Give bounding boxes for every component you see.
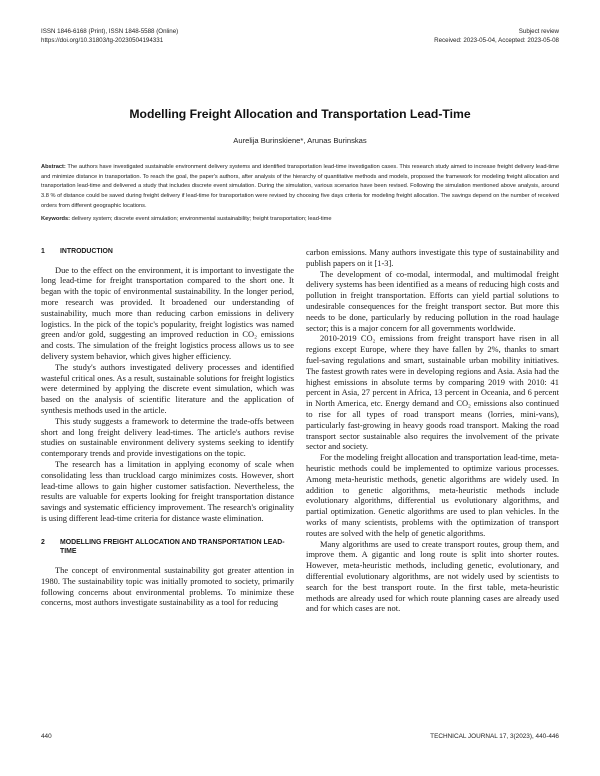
section-heading-introduction — [41, 247, 294, 257]
section-title: INTRODUCTION — [60, 248, 113, 255]
page-number: 440 — [41, 733, 52, 740]
section-heading-modelling — [41, 538, 294, 557]
section-number: 2 — [41, 538, 45, 546]
abstract-label: Abstract: — [41, 164, 66, 170]
journal-citation: TECHNICAL JOURNAL 17, 3(2023), 440-446 — [430, 733, 559, 740]
paragraph: Due to the effect on the environment, it is important to investigate the long lead-time for freight transportation compared to the short one. It began with the topic of environmental sustainability. In the longer period, more research was provided. It broadened our understanding of sustainability, much more than reducing carbon emissions in delivery logistics. In the pick of the topic's popularity, freight logistics was named green and/or gold, suggesting an improved reduction in CO₂ emissions and costs. The simulation of the freight logistics process allows us to see delivery system behavior, which gives higher efficiency. — [41, 264, 294, 361]
paragraph: For the modeling freight allocation and transportation lead-time, meta-heuristic methods could be implemented to optimize various processes. Among meta-heuristic methods, genetic algorithms are widely used. In addition to genetic algorithms, meta-heuristic methods include evolutionary algorithms, differential us evolutionary algorithms, and partial optimization. Genetic algorithms are used to plan vehicles. In the works of many scientists, problems with the optimization of transport routes are solved with the help of genetic algorithms. — [306, 452, 559, 538]
submission-dates: Received: 2023-05-04, Accepted: 2023-05-08 — [434, 36, 559, 44]
doi-link[interactable]: https://doi.org/10.31803/tg-20230504194331 — [41, 36, 164, 44]
keywords-text: delivery system; discrete event simulation; environmental sustainability; freight transportation; lead-time — [70, 216, 332, 222]
paper-authors: Aurelija Burinskiene*, Arunas Burinskas — [233, 136, 367, 145]
paragraph: The development of co-modal, intermodal, and multimodal freight delivery systems has been identified as a means of reducing high costs and pollution in freight transportation. Efforts can yield partial solutions to undesirable consequences for the freight transport sector. But more this needs to be done, particularly by reducing pollution in the road haulage sector; this is a major concern for all governments worldwide. — [306, 268, 559, 333]
section-number: 1 — [41, 248, 45, 255]
header-left — [41, 28, 178, 45]
paragraph: Many algorithms are used to create transport routes, group them, and improve them. A gigantic and long route is split into shorter routes. However, meta-heuristic methods, including genetic, evolutionary, and differential evolutionary algorithms, are not widely used by scientists to search for the best transport route. In the first table, meta-heuristic methods are already used for which route planning cases are already used and for which cases are not. — [306, 538, 559, 614]
section-title: MODELLING FREIGHT ALLOCATION AND TRANSPORTATION LEAD-TIME — [60, 538, 285, 556]
paragraph: carbon emissions. Many authors investigate this type of sustainability and publish papers on it [1-3]. — [306, 247, 559, 268]
right-column — [306, 247, 559, 614]
paragraph: The research has a limitation in applying economy of scale when consolidating less than truckload cargo minimizes costs. However, short lead-time allows to gain higher customer satisfaction. Nevertheless, the results are valuable for experts looking for freight transportation distance savings and systematic efficiency improvement. The research's originality is using different lead-time criteria for distance waste elimination. — [41, 458, 294, 523]
paper-title: Modelling Freight Allocation and Transportation Lead-Time — [129, 107, 471, 121]
issn-line: ISSN 1846-6168 (Print), ISSN 1848-5588 (Online) — [41, 28, 179, 35]
abstract — [41, 163, 559, 212]
paragraph: The concept of environmental sustainability got greater attention in 1980. The sustainability topic was initially promoted to society, primarily following concerns about environmental problems. To minimize these concerns, most authors investigate sustainability as a tool for reducing — [41, 564, 294, 608]
paragraph: 2010-2019 CO₂ emissions from freight transport have risen in all regions except Europe, where they have fallen by 2%, thanks to smart fuel-saving regulations and smart, sustainable urban mobility initiatives. The fastest growth rates were in developing regions and Asia. Asia had the highest emissions in absolute terms by comparing 2019 with 2010: 41 percent in Asia, 27 percent in Africa, 13 percent in Oceania, and 6 percent in North America, etc. Energy demand and CO₂ emissions also continued to rise for all types of road transport means (lorries, mini-vans), particularly fast-growing in heavy goods road transport. Making the road transport sector sustainable also requires the involvement of the private sector and society. — [306, 333, 559, 452]
paragraph: This study suggests a framework to determine the trade-offs between short and long freight delivery lead-times. The article's authors revise studies on sustainable environment delivery systems seeking to identify contemporary trends and provide investigations on the topic. — [41, 415, 294, 459]
abstract-text: The authors have investigated sustainable environment delivery systems and identified transportation lead-time investigation cases. This research study aimed to increase freight delivery lead-time and minimize distance in transportation. To reach the goal, the paper's authors, after analysis of the hierarchy of quantitative methods and models, proposed the framework for modeling freight allocation and transportation lead-time and delivered a study that includes discrete event simulation. During the simulation, various scenarios have been revised. Following the simulation mentioned above analysis, around 3.8 % of distance could be saved during freight delivery if lead-time for transportation were revised by choosing five days criteria for modeling freight allocation. The savings depend on the number of received orders from different geographic locations. — [41, 164, 559, 209]
header-right — [434, 28, 559, 45]
left-column — [41, 247, 294, 608]
article-type: Subject review — [518, 28, 559, 35]
paragraph: The study's authors investigated delivery processes and identified wasteful critical ones. As a result, sustainable solutions for freight logistics were determined by applying the discrete event simulation, which was based on the analysis of scientific literature and the application of synthesis methods used in the article. — [41, 361, 294, 415]
keywords — [41, 215, 559, 225]
keywords-label: Keywords: — [41, 216, 71, 222]
